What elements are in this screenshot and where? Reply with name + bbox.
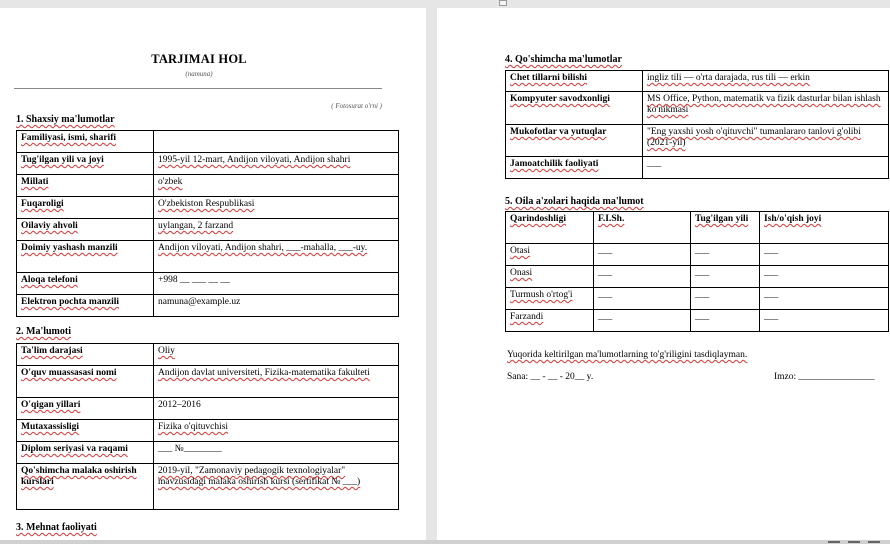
table-row bbox=[17, 344, 399, 366]
row-value[interactable]: Fizika o'qituvchisi bbox=[154, 420, 399, 442]
name-cell[interactable]: ___ bbox=[594, 310, 691, 332]
relation-cell: Otasi bbox=[506, 244, 594, 266]
photo-placeholder-note: ( Fotosurat o'rni ) bbox=[331, 102, 382, 110]
table-row bbox=[506, 266, 889, 288]
work-cell[interactable]: ___ bbox=[760, 288, 889, 310]
work-cell[interactable]: ___ bbox=[760, 266, 889, 288]
table-row bbox=[506, 92, 889, 125]
view-control-icon[interactable] bbox=[868, 541, 880, 543]
family-table-header bbox=[506, 212, 889, 244]
table-row bbox=[17, 153, 399, 175]
table-row bbox=[17, 241, 399, 273]
year-cell[interactable]: ___ bbox=[691, 288, 760, 310]
row-label: Mukofotlar va yutuqlar bbox=[506, 125, 643, 157]
view-control-icon[interactable] bbox=[828, 541, 840, 543]
table-row bbox=[17, 273, 399, 295]
ruler-marker[interactable] bbox=[499, 0, 507, 6]
relation-cell: Onasi bbox=[506, 266, 594, 288]
row-value[interactable] bbox=[154, 131, 399, 153]
row-value[interactable]: Andijon davlat universiteti, Fizika-matematika fakulteti bbox=[154, 366, 399, 398]
table-row bbox=[506, 157, 889, 179]
row-label: Kompyuter savodxonligi bbox=[506, 92, 643, 125]
row-label: Aloqa telefoni bbox=[17, 273, 154, 295]
row-value[interactable]: ___ №________ bbox=[154, 442, 399, 464]
table-row bbox=[17, 398, 399, 420]
family-table bbox=[505, 211, 889, 332]
row-value[interactable]: +998 __ ___ __ __ bbox=[154, 273, 399, 295]
row-label: Oilaviy ahvoli bbox=[17, 219, 154, 241]
row-value[interactable]: o'zbek bbox=[154, 175, 399, 197]
column-header: Ish/o'qish joyi bbox=[760, 212, 889, 244]
table-row bbox=[17, 197, 399, 219]
education-table bbox=[16, 343, 399, 510]
year-cell[interactable]: ___ bbox=[691, 266, 760, 288]
confirmation-statement: Yuqorida keltirilgan ma'lumotlarning to'g'riligini tasdiqlayman. bbox=[507, 350, 748, 360]
document-title: TARJIMAI HOL bbox=[151, 52, 247, 66]
row-value[interactable]: Andijon viloyati, Andijon shahri, ___-mahalla, ___-uy. bbox=[154, 241, 399, 273]
name-cell[interactable]: ___ bbox=[594, 288, 691, 310]
relation-cell: Farzandi bbox=[506, 310, 594, 332]
view-control-icon[interactable] bbox=[848, 541, 860, 543]
document-subtitle: (namuna) bbox=[185, 70, 213, 78]
column-header: Qarindoshligi bbox=[506, 212, 594, 244]
row-value[interactable]: namuna@example.uz bbox=[154, 295, 399, 317]
table-row bbox=[17, 131, 399, 153]
section-heading-family: 5. Oila a'zolari haqida ma'lumot bbox=[505, 196, 644, 207]
row-label: Ta'lim darajasi bbox=[17, 344, 154, 366]
table-row bbox=[17, 464, 399, 510]
relation-cell: Turmush o'rtog'i bbox=[506, 288, 594, 310]
row-label: Familiyasi, ismi, sharifi bbox=[17, 131, 154, 153]
row-label: Millati bbox=[17, 175, 154, 197]
table-row bbox=[17, 295, 399, 317]
row-value[interactable]: 2019-yil, "Zamonaviy pedagogik texnologiyalar" mavzusidagi malaka oshirish kursi (sertifikat № ___) bbox=[154, 464, 399, 510]
row-label: Jamoatchilik faoliyati bbox=[506, 157, 643, 179]
status-strip bbox=[0, 540, 890, 544]
year-cell[interactable]: ___ bbox=[691, 244, 760, 266]
column-header: F.I.Sh. bbox=[594, 212, 691, 244]
name-cell[interactable]: ___ bbox=[594, 244, 691, 266]
table-row bbox=[506, 71, 889, 92]
row-label: Tug'ilgan yili va joyi bbox=[17, 153, 154, 175]
table-row bbox=[506, 244, 889, 266]
column-header: Tug'ilgan yili bbox=[691, 212, 760, 244]
row-label: Fuqaroligi bbox=[17, 197, 154, 219]
document-page-1 bbox=[0, 8, 426, 544]
section-heading-work: 3. Mehnat faoliyati bbox=[16, 522, 97, 533]
row-value[interactable]: ___ bbox=[643, 157, 889, 179]
row-label: Chet tillarni bilishi bbox=[506, 71, 643, 92]
table-row bbox=[17, 366, 399, 398]
name-cell[interactable]: ___ bbox=[594, 266, 691, 288]
section-heading-personal: 1. Shaxsiy ma'lumotlar bbox=[16, 114, 115, 125]
row-label: Qo'shimcha malaka oshirish kurslari bbox=[17, 464, 154, 510]
row-value[interactable]: ingliz tili — o'rta darajada, rus tili — erkin bbox=[643, 71, 889, 92]
row-value[interactable]: 1995-yil 12-mart, Andijon viloyati, Andijon shahri bbox=[154, 153, 399, 175]
additional-info-table bbox=[505, 70, 889, 179]
row-label: Mutaxassisligi bbox=[17, 420, 154, 442]
work-cell[interactable]: ___ bbox=[760, 244, 889, 266]
row-label: Doimiy yashash manzili bbox=[17, 241, 154, 273]
date-line[interactable]: Sana: __ - __ - 20__ y. bbox=[507, 372, 594, 382]
year-cell[interactable]: ___ bbox=[691, 310, 760, 332]
row-value[interactable]: O'zbekiston Respublikasi bbox=[154, 197, 399, 219]
row-label: O'quv muassasasi nomi bbox=[17, 366, 154, 398]
row-value[interactable]: uylangan, 2 farzand bbox=[154, 219, 399, 241]
personal-info-table bbox=[16, 130, 399, 317]
table-row bbox=[506, 125, 889, 157]
work-cell[interactable]: ___ bbox=[760, 310, 889, 332]
table-row bbox=[506, 310, 889, 332]
row-value[interactable]: "Eng yaxshi yosh o'qituvchi" tumanlararo tanlovi g'olibi (2021-yil) bbox=[643, 125, 889, 157]
document-page-2 bbox=[437, 8, 890, 544]
row-label: O'qigan yillari bbox=[17, 398, 154, 420]
table-row bbox=[17, 420, 399, 442]
table-row bbox=[17, 175, 399, 197]
row-label: Diplom seriyasi va raqami bbox=[17, 442, 154, 464]
section-heading-education: 2. Ma'lumoti bbox=[16, 326, 71, 337]
row-label: Elektron pochta manzili bbox=[17, 295, 154, 317]
row-value[interactable]: 2012–2016 bbox=[154, 398, 399, 420]
table-row bbox=[506, 288, 889, 310]
table-row bbox=[17, 219, 399, 241]
row-value[interactable]: MS Office, Python, matematik va fizik dasturlar bilan ishlash ko'nikmasi bbox=[643, 92, 889, 125]
section-heading-additional: 4. Qo'shimcha ma'lumotlar bbox=[505, 54, 622, 65]
table-row bbox=[17, 442, 399, 464]
row-value[interactable]: Oliy bbox=[154, 344, 399, 366]
title-divider bbox=[14, 88, 382, 89]
signature-line[interactable]: Imzo: ________________ bbox=[774, 372, 875, 382]
